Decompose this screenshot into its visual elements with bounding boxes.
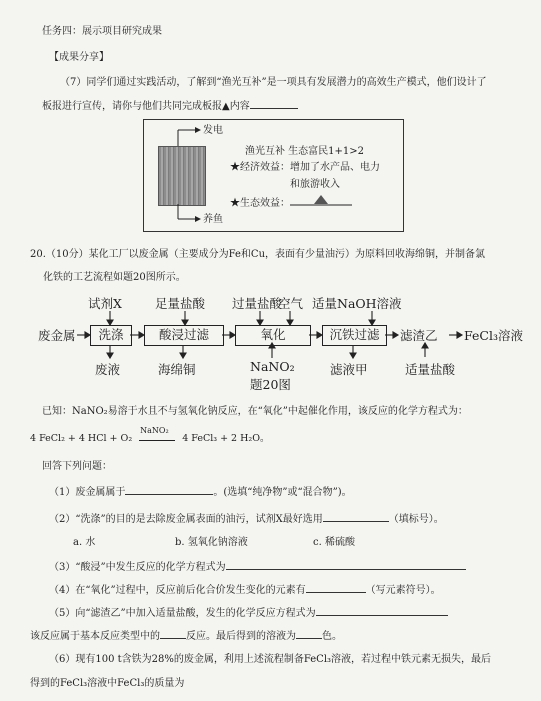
- q6-line2: 得到的FeCl₃溶液中FeCl₃的质量为: [30, 678, 185, 689]
- waste-liquid: 废液: [95, 362, 121, 377]
- sponge-copper: 海绵铜: [158, 362, 196, 377]
- acid-leach-box: 酸浸过滤: [144, 325, 224, 346]
- q2-opt-b: b. 氢氧化钠溶液: [175, 537, 248, 548]
- q5-color-blank[interactable]: [296, 629, 322, 639]
- q2: （2）“洗涤”的目的是去除废金属表面的油污，试剂X最好选用 （填标号）。: [49, 514, 444, 525]
- wash-box: 洗涤: [90, 325, 132, 346]
- answer-intro: 回答下列问题：: [42, 461, 112, 472]
- q2-opt-c: c. 稀硫酸: [313, 537, 355, 548]
- task-title: 任务四：展示项目研究成果: [42, 26, 162, 37]
- q2-blank[interactable]: [323, 512, 389, 522]
- q7-line2: 板报进行宣传，请你与他们共同完成板报▲内容: [42, 99, 298, 113]
- q4: （4）在“氧化”过程中，反应前后化合价发生变化的元素有 （写元素符号）。: [49, 585, 441, 596]
- q5-blank[interactable]: [316, 606, 448, 616]
- residue-b: 滤渣乙: [400, 328, 438, 343]
- board-economic-a: ★经济效益：增加了水产品、电力: [230, 162, 380, 173]
- q5: （5）向“滤渣乙”中加入适量盐酸，发生的化学反应方程式为: [49, 606, 448, 620]
- reagent-x: 试剂X: [88, 296, 122, 311]
- board-fish: 养鱼: [203, 214, 223, 225]
- nano2-label: NaNO₂: [250, 359, 295, 374]
- q5-line2: 该反应属于基本反应类型中的 反应。最后得到的溶液为 色。: [30, 631, 342, 642]
- hcl-enough: 足量盐酸: [155, 296, 206, 311]
- board-economic-b: 和旅游收入: [290, 179, 340, 190]
- q1-blank[interactable]: [125, 485, 213, 495]
- catalyst-label: NaNO₂: [140, 426, 169, 435]
- q1: （1）废金属属于 。(选填“纯净物”或“混合物”)。: [49, 487, 352, 498]
- share-heading: 【成果分享】: [49, 52, 109, 63]
- naoh: 适量NaOH溶液: [312, 296, 402, 311]
- q20-head1: 20.（10分）某化工厂以废金属（主要成分为Fe和Cu，表面有少量油污）为原料回收海绵铜，并制备氯: [30, 249, 486, 260]
- known-text: 已知：NaNO₂易溶于水且不与氢氧化钠反应，在“氧化”中起催化作用，该反应的化学方程式为：: [42, 406, 468, 417]
- hcl-proper: 适量盐酸: [405, 362, 456, 377]
- board-title: 渔光互补 生态富民1+1>2: [245, 146, 365, 157]
- q5-type-blank[interactable]: [160, 629, 186, 639]
- board-power: 发电: [203, 125, 223, 136]
- q6-line1: （6）现有100 t含铁为28%的废金属，利用上述流程制备FeCl₃溶液，若过程中铁元素无损失，最后: [49, 654, 492, 665]
- q4-blank[interactable]: [306, 583, 366, 593]
- q3-blank[interactable]: [226, 560, 466, 570]
- board-eco: ★生态效益：: [230, 198, 290, 209]
- oxidize-box: 氧化: [235, 325, 311, 346]
- filtrate-a: 滤液甲: [330, 362, 368, 377]
- equation: 4 FeCl₂ + 4 HCl + O₂ NaNO₂ 4 FeCl₃ + 2 H₂O。: [30, 426, 270, 444]
- precip-box: 沉铁过滤: [322, 325, 387, 346]
- q20-head2: 化铁的工艺流程如题20图所示。: [43, 272, 186, 283]
- hcl-excess: 过量盐酸: [232, 296, 283, 311]
- q2-opt-a: a. 水: [73, 537, 96, 548]
- q7-line1: （7）同学们通过实践活动，了解到“渔光互补”是一项具有发展潜力的高效生产模式，他们设计了: [60, 77, 487, 88]
- figure-caption: 题20图: [250, 377, 291, 392]
- scrap-metal: 废金属: [38, 328, 76, 343]
- q3: （3）“酸浸”中发生反应的化学方程式为: [49, 560, 466, 574]
- air: 空气: [278, 296, 304, 311]
- product: FeCl₃溶液: [464, 328, 523, 343]
